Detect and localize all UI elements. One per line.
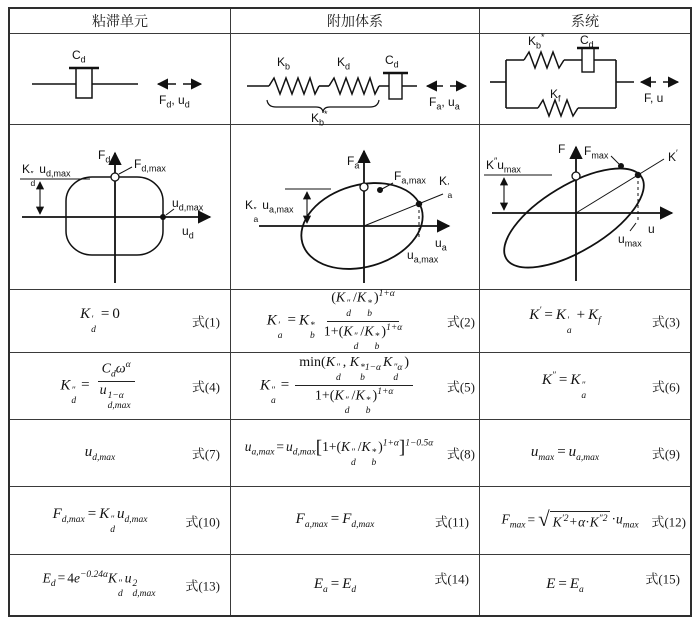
udmax-label: $u_{d,max}$ [172,196,204,213]
formula-4-cell [10,353,231,420]
spring-kb-label: $K_b$ [277,55,291,72]
eq-tag-10: 式(10) [185,514,220,529]
udmax-point [160,214,166,220]
formula-10: $F_{d,max} = K$ ″ d $u_{d,max}$ [52,505,148,535]
formula-4: K ″ d = $C_d\omega^\alpha$ u 1−α d,max [60,360,139,412]
formula-15-cell [480,555,690,615]
umax-label: $u_{max}$ [618,232,642,249]
spring-kb-star-label: $K_b^*$ [528,32,545,51]
u-axis-label: $u_a$ [435,236,447,253]
hysteresis-added-system [231,125,480,290]
formula-7: $u_{d,max}$ [84,443,116,463]
formula-7-cell [10,420,231,487]
eq-tag-12: 式(12) [651,514,686,529]
uamax-label: $u_{a,max}$ [407,248,439,265]
equivalent-stiffness-label: $K_b^*$ [311,109,328,128]
formula-11-cell [231,487,480,555]
header-added-system [231,9,480,34]
f-at-zero-point [572,172,580,180]
hysteresis-system [480,125,690,290]
header-added-system-label: 附加体系 [327,15,383,30]
formula-5: K ″ a = min(K ″ d , K *1−α b K ″α d ) 1+(K ″ d /K * b )$^{1+\alpha}$ [260,355,416,418]
fmax-point [618,163,624,169]
fdmax-point [111,173,119,181]
formula-1-cell [10,290,231,353]
umax-point [635,172,641,178]
eq-tag-7: 式(7) [191,446,220,462]
formula-15: $E = E_a$ [546,575,584,595]
header-viscous-unit [10,9,231,34]
force-disp-label: $F_a$, $u_a$ [429,95,460,112]
damper-coeff-label: $C_d$ [580,33,594,50]
eq-tag-3: 式(3) [651,314,680,330]
spring-kd [329,78,379,94]
ka-secant-line [364,194,443,226]
f-axis-label: $F_d$ [98,148,111,165]
spring-damper-schematic [231,34,479,128]
famax-point [377,187,383,193]
eq-tag-14: 式(14) [434,571,469,587]
kd-udmax-label: K ″ d $u_{d,max}$ [22,162,71,188]
eq-tag-5: 式(5) [446,379,475,395]
famax-label: $F_{a,max}$ [394,169,426,186]
f-axis-label: F [558,142,566,156]
ka-label: K ′ a [439,174,453,200]
formula-8-cell [231,420,480,487]
uamax-point [416,201,422,207]
formula-3: K′ = K ′ a + $K_f$ [529,305,601,336]
eq-tag-15: 式(15) [645,571,680,587]
formula-3-cell [480,290,690,353]
parameter-table [8,7,692,617]
formula-14-cell [231,555,480,615]
damper-body [582,48,594,72]
damper-body [76,68,92,98]
k-umax-label: $K''u_{max}$ [486,156,521,175]
formula-12: $F_{max}$ = √ $K^{'2}+\alpha\cdot K^{''2}$ $\cdot u_{max}$ [501,507,639,531]
formula-8: $u_{a,max} = u_{d,max}[1+(K$ ″ d /K * b )$^{1+\alpha}$]$^{1-0.5\alpha}$ [244,437,434,468]
formula-12-cell [480,487,690,555]
eq-tag-13: 式(13) [185,578,220,594]
eq-tag-11: 式(11) [434,514,469,529]
eq-tag-1: 式(1) [191,314,220,330]
eq-tag-6: 式(6) [651,379,680,395]
spring-kb-star [524,52,564,68]
formula-13-cell [10,555,231,615]
damper-coeff-label: $C_d$ [72,48,86,65]
header-system-label: 系统 [571,15,599,30]
f-axis-label: $F_a$ [347,154,360,171]
fmax-label: $F_{max}$ [584,144,609,161]
formula-9: $u_{max} = u_{a,max}$ [530,443,600,463]
formula-13: $E_d = 4e^{-0.24\alpha}K$ ″ d u 2 d,max [42,569,156,600]
f-at-zero-point [360,183,368,191]
formula-1: K ′ d = 0 [80,306,120,335]
damper-coeff-label: $C_d$ [385,53,399,70]
header-viscous-unit-label: 粘滞单元 [92,15,148,30]
spring-kb [269,78,319,94]
force-disp-label: F, u [644,91,664,105]
force-disp-label: $F_d$, $u_d$ [159,93,190,110]
header-system [480,9,690,34]
formula-10-cell [10,487,231,555]
mech-diagram-added-system [231,34,480,128]
eq-tag-4: 式(4) [191,379,220,395]
damper-body [389,73,402,99]
formula-6-cell [480,353,690,420]
eq-tag-9: 式(9) [651,446,680,462]
hysteresis-viscous-unit [10,125,231,290]
eq-tag-2: 式(2) [446,314,475,330]
k-label: K′ [668,148,678,164]
parallel-system-schematic [480,34,689,124]
formula-6: K″ = K ″ a [541,370,587,401]
fdmax-label: $F_{d,max}$ [134,157,166,174]
ka-uamax-label: K ″ a $u_{a,max}$ [245,198,294,224]
eq-tag-8: 式(8) [446,446,475,462]
formula-2: K ′ a = K * b (K ″ d /K * b )$^{1+\alpha}$ 1+(K ″ d /K * b )$^{1+\alpha}$ [266,288,403,353]
u-axis-label: $u_d$ [182,224,194,241]
formula-2-cell [231,290,480,353]
formula-11: $F_{a,max} = F_{d,max}$ [295,511,375,530]
u-axis-label: u [648,222,655,236]
damper-schematic [10,34,230,124]
spring-kd-label: $K_d$ [337,55,351,72]
formula-9-cell [480,420,690,487]
spring-kf-label: $K_f$ [550,87,561,104]
formula-5-cell [231,353,480,420]
formula-14: $E_a = E_d$ [313,575,357,595]
mech-diagram-viscous-unit [10,34,231,125]
mech-diagram-system [480,34,690,125]
